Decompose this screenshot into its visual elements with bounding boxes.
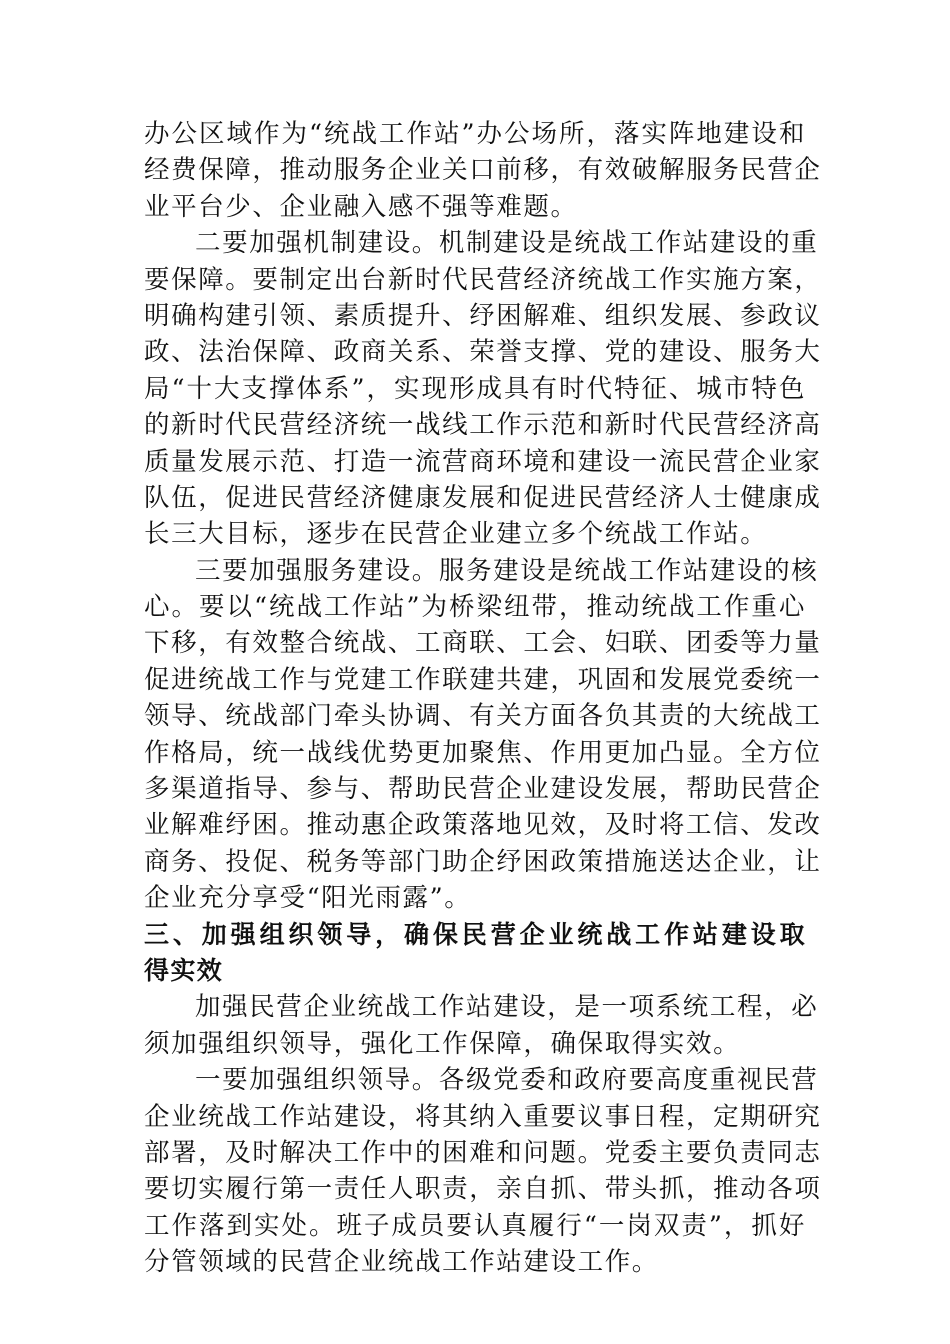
paragraph-line: 长三大目标，逐步在民营企业建立多个统战工作站。 xyxy=(144,519,768,550)
paragraph-line: 业平台少、企业融入感不强等难题。 xyxy=(144,191,578,222)
paragraph-line: 办公区域作为“统战工作站”办公场所，落实阵地建设和 xyxy=(144,119,806,149)
paragraph-line: 加强民营企业统战工作站建设，是一项系统工程，必 xyxy=(195,992,819,1023)
paragraph-line: 领导、统战部门牵头协调、有关方面各负其责的大统战工 xyxy=(144,701,822,732)
paragraph-line: 企业充分享受“阳光雨露”。 xyxy=(144,883,472,914)
section-heading: 三、加强组织领导，确保民营企业统战工作站建设取 xyxy=(144,919,806,949)
paragraph-line: 队伍，促进民营经济健康发展和促进民营经济人士健康成 xyxy=(144,482,822,513)
paragraph-line: 多渠道指导、参与、帮助民营企业建设发展，帮助民营企 xyxy=(144,774,822,805)
paragraph-line: 商务、投促、税务等部门助企纾困政策措施送达企业，让 xyxy=(144,846,822,877)
paragraph-line: 政、法治保障、政商关系、荣誉支撑、党的建设、服务大 xyxy=(144,337,822,368)
section-heading: 得实效 xyxy=(144,955,224,985)
paragraph-line: 三要加强服务建设。服务建设是统战工作站建设的核 xyxy=(195,555,819,586)
paragraph-line: 工作落到实处。班子成员要认真履行“一岗双责”，抓好 xyxy=(144,1210,806,1241)
paragraph-line: 企业统战工作站建设，将其纳入重要议事日程，定期研究 xyxy=(144,1101,822,1132)
paragraph-line: 要切实履行第一责任人职责，亲自抓、带头抓，推动各项 xyxy=(144,1174,822,1205)
paragraph-line: 分管领域的民营企业统战工作站建设工作。 xyxy=(144,1247,659,1278)
paragraph-line: 须加强组织领导，强化工作保障，确保取得实效。 xyxy=(144,1028,741,1059)
paragraph-line: 的新时代民营经济统一战线工作示范和新时代民营经济高 xyxy=(144,410,822,441)
document-page xyxy=(144,116,822,1281)
paragraph-line: 经费保障，推动服务企业关口前移，有效破解服务民营企 xyxy=(144,155,822,186)
paragraph-line: 作格局，统一战线优势更加聚焦、作用更加凸显。全方位 xyxy=(144,737,822,768)
paragraph-line: 要保障。要制定出台新时代民营经济统战工作实施方案， xyxy=(144,264,822,295)
paragraph-line: 促进统战工作与党建工作联建共建，巩固和发展党委统一 xyxy=(144,664,822,695)
paragraph-line: 质量发展示范、打造一流营商环境和建设一流民营企业家 xyxy=(144,446,822,477)
paragraph-line: 心。要以“统战工作站”为桥梁纽带，推动统战工作重心 xyxy=(144,592,806,623)
paragraph-line: 下移，有效整合统战、工商联、工会、妇联、团委等力量 xyxy=(144,628,822,659)
paragraph-line: 部署，及时解决工作中的困难和问题。党委主要负责同志 xyxy=(144,1137,822,1168)
paragraph-line: 一要加强组织领导。各级党委和政府要高度重视民营 xyxy=(195,1065,819,1096)
paragraph-line: 业解难纾困。推动惠企政策落地见效，及时将工信、发改 xyxy=(144,810,822,841)
paragraph-line: 局“十大支撑体系”，实现形成具有时代特征、城市特色 xyxy=(144,373,806,404)
paragraph-line: 明确构建引领、素质提升、纾困解难、组织发展、参政议 xyxy=(144,300,822,331)
paragraph-line: 二要加强机制建设。机制建设是统战工作站建设的重 xyxy=(195,228,819,259)
